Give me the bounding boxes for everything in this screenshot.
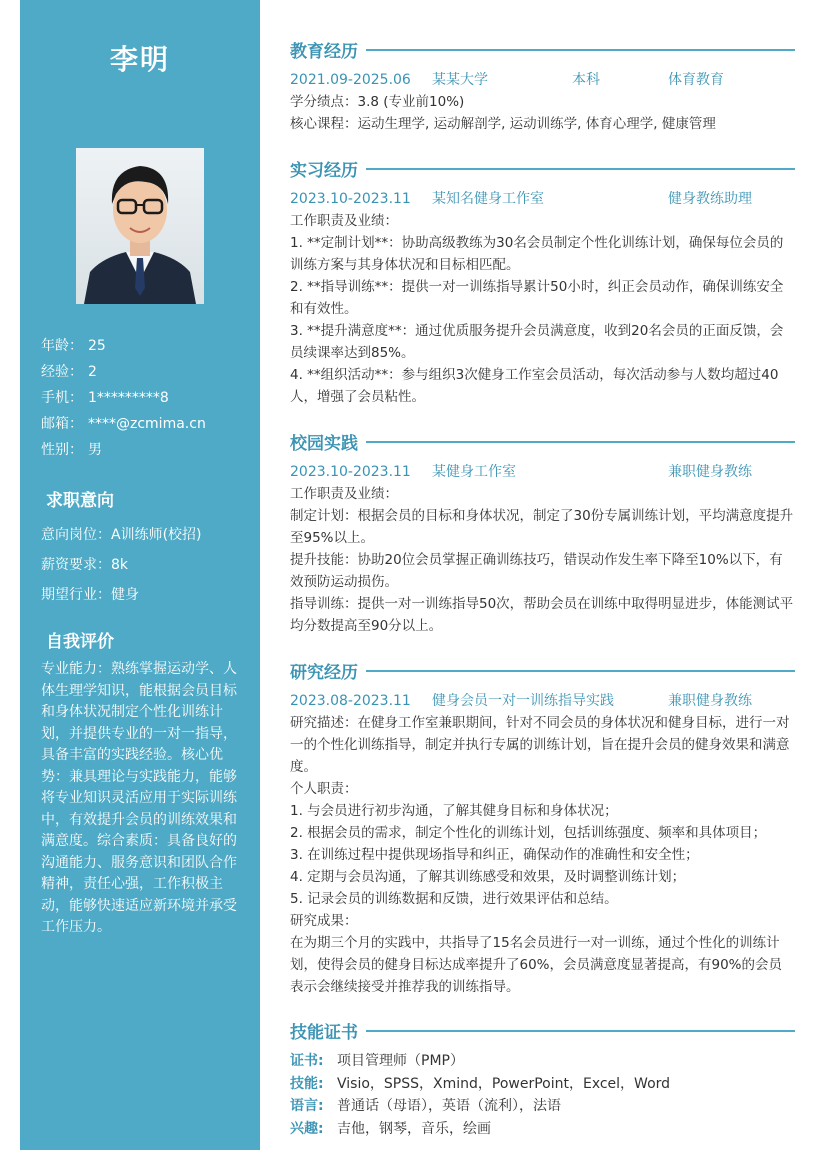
campus-org: 某健身工作室 [432, 464, 516, 480]
education-meta [290, 69, 795, 91]
education-title: 教育经历 [290, 41, 358, 62]
skill-tools: 技能: Visio，SPSS，Xmind，PowerPoint，Excel，Word [290, 1075, 671, 1092]
section-divider [366, 441, 795, 443]
job-intent [41, 520, 202, 610]
avatar-illustration [76, 148, 204, 304]
info-experience: 经验： 2 [41, 364, 97, 380]
sidebar [20, 0, 260, 1150]
intent-industry: 期望行业：健身 [41, 587, 139, 603]
intent-position: 意向岗位：A训练师(校招) [41, 527, 202, 543]
education-date: 2021.09-2025.06 [290, 72, 411, 88]
campus-date: 2023.10-2023.11 [290, 464, 411, 480]
research-project: 健身会员一对一训练指导实践 [432, 693, 614, 709]
research-title: 研究经历 [290, 662, 358, 683]
internship-org: 某知名健身工作室 [432, 191, 544, 207]
skill-languages: 语言: 普通话（母语），英语（流利），法语 [290, 1098, 561, 1114]
section-internship [290, 156, 795, 408]
intent-salary: 薪资要求：8k [41, 557, 129, 573]
research-role: 兼职健身教练 [668, 693, 752, 709]
education-degree: 本科 [572, 72, 600, 88]
education-school: 某某大学 [432, 72, 488, 88]
basic-info [41, 333, 206, 463]
internship-date: 2023.10-2023.11 [290, 191, 411, 207]
section-education [290, 37, 795, 135]
section-skills [290, 1018, 795, 1140]
internship-title: 实习经历 [290, 160, 358, 181]
skill-certificate: 证书: 项目管理师（PMP） [290, 1053, 464, 1069]
internship-role: 健身教练助理 [668, 191, 752, 207]
section-divider [366, 49, 795, 51]
info-gender: 性别： 男 [41, 442, 102, 458]
candidate-name: 李明 [109, 43, 170, 76]
research-meta [290, 690, 795, 712]
info-phone: 手机： 1*********8 [41, 390, 169, 406]
info-email: 邮箱： ****@zcmima.cn [41, 416, 206, 432]
profile-photo [76, 148, 204, 304]
campus-title: 校园实践 [290, 433, 358, 454]
education-details: 学分绩点：3.8 (专业前10%) 核心课程：运动生理学, 运动解剖学, 运动训练学, 体育心理学, 健康管理 [290, 94, 716, 132]
campus-meta [290, 461, 795, 483]
skill-interests: 兴趣: 吉他，钢琴，音乐，绘画 [290, 1120, 491, 1137]
section-divider [366, 168, 795, 170]
evaluation-title: 自我评价 [46, 632, 114, 652]
intent-title: 求职意向 [46, 491, 114, 511]
research-details: 研究描述：在健身工作室兼职期间，针对不同会员的身体状况和健身目标，进行一对一的个性化训练指导，制定并执行专属的训练计划，旨在提升会员的健身效果和满意度。 个人职责： 1. 与会员进行初步沟通，了解其健身目标和身体状况； 2. 根据会员的需求，制定个性化的训练计划，包括训练强度、频率和具体项目； 3. 在训练过程中提供现场指导和纠正，确保动作的准确性和安全性； 4. 定期与会员沟通，了解其训练感受和效果，及时调整训练计划； 5. 记录会员的训练数据和反馈，进行效果评估和总结。 研究成果： 在为期三个月的实践中，共指导了15名会员进行一对一训练，通过个性化的训练计划，使得会员的健身目标达成率提升了60%，会员满意度显著提高，有90%的会员表示会继续接受并推荐我的训练指导。 [290, 715, 790, 995]
self-evaluation: 专业能力：熟练掌握运动学、人体生理学知识，能根据会员目标和身体状况制定个性化训练计划，并提供专业的一对一指导，具备丰富的实践经验。核心优势：兼具理论与实践能力，能够将专业知识灵活应用于实际训练中，有效提升会员的训练效果和满意度。综合素质：具备良好的沟通能力、服务意识和团队合作精神，责任心强，工作积极主动，能够快速适应新环境并承受工作压力。 [41, 661, 237, 935]
skills-list [290, 1050, 795, 1140]
education-major: 体育教育 [668, 72, 724, 88]
internship-details: 工作职责及业绩： 1. **定制计划**：协助高级教练为30名会员制定个性化训练计划，确保每位会员的训练方案与其身体状况和目标相匹配。 2. **指导训练**：提供一对一训练指导累计50小时，纠正会员动作，确保训练安全和有效性。 3. **提升满意度**：通过优质服务提升会员满意度，收到20名会员的正面反馈，会员续课率达到85%。 4. **组织活动**：参与组织3次健身工作室会员活动，每次活动参与人数均超过40人，增强了会员粘性。 [290, 213, 784, 405]
campus-details: 工作职责及业绩： 制定计划：根据会员的目标和身体状况，制定了30份专属训练计划，平均满意度提升至95%以上。 提升技能：协助20位会员掌握正确训练技巧，错误动作发生率下降至10%以下，有效预防运动损伤。 指导训练：提供一对一训练指导50次，帮助会员在训练中取得明显进步，体能测试平均分数提高至90分以上。 [290, 486, 794, 634]
info-age: 年龄： 25 [41, 338, 106, 354]
research-date: 2023.08-2023.11 [290, 693, 411, 709]
section-campus [290, 429, 795, 637]
skills-title: 技能证书 [290, 1022, 358, 1043]
section-divider [366, 1030, 795, 1032]
internship-meta [290, 188, 795, 210]
section-divider [366, 670, 795, 672]
campus-role: 兼职健身教练 [668, 464, 752, 480]
section-research [290, 658, 795, 998]
